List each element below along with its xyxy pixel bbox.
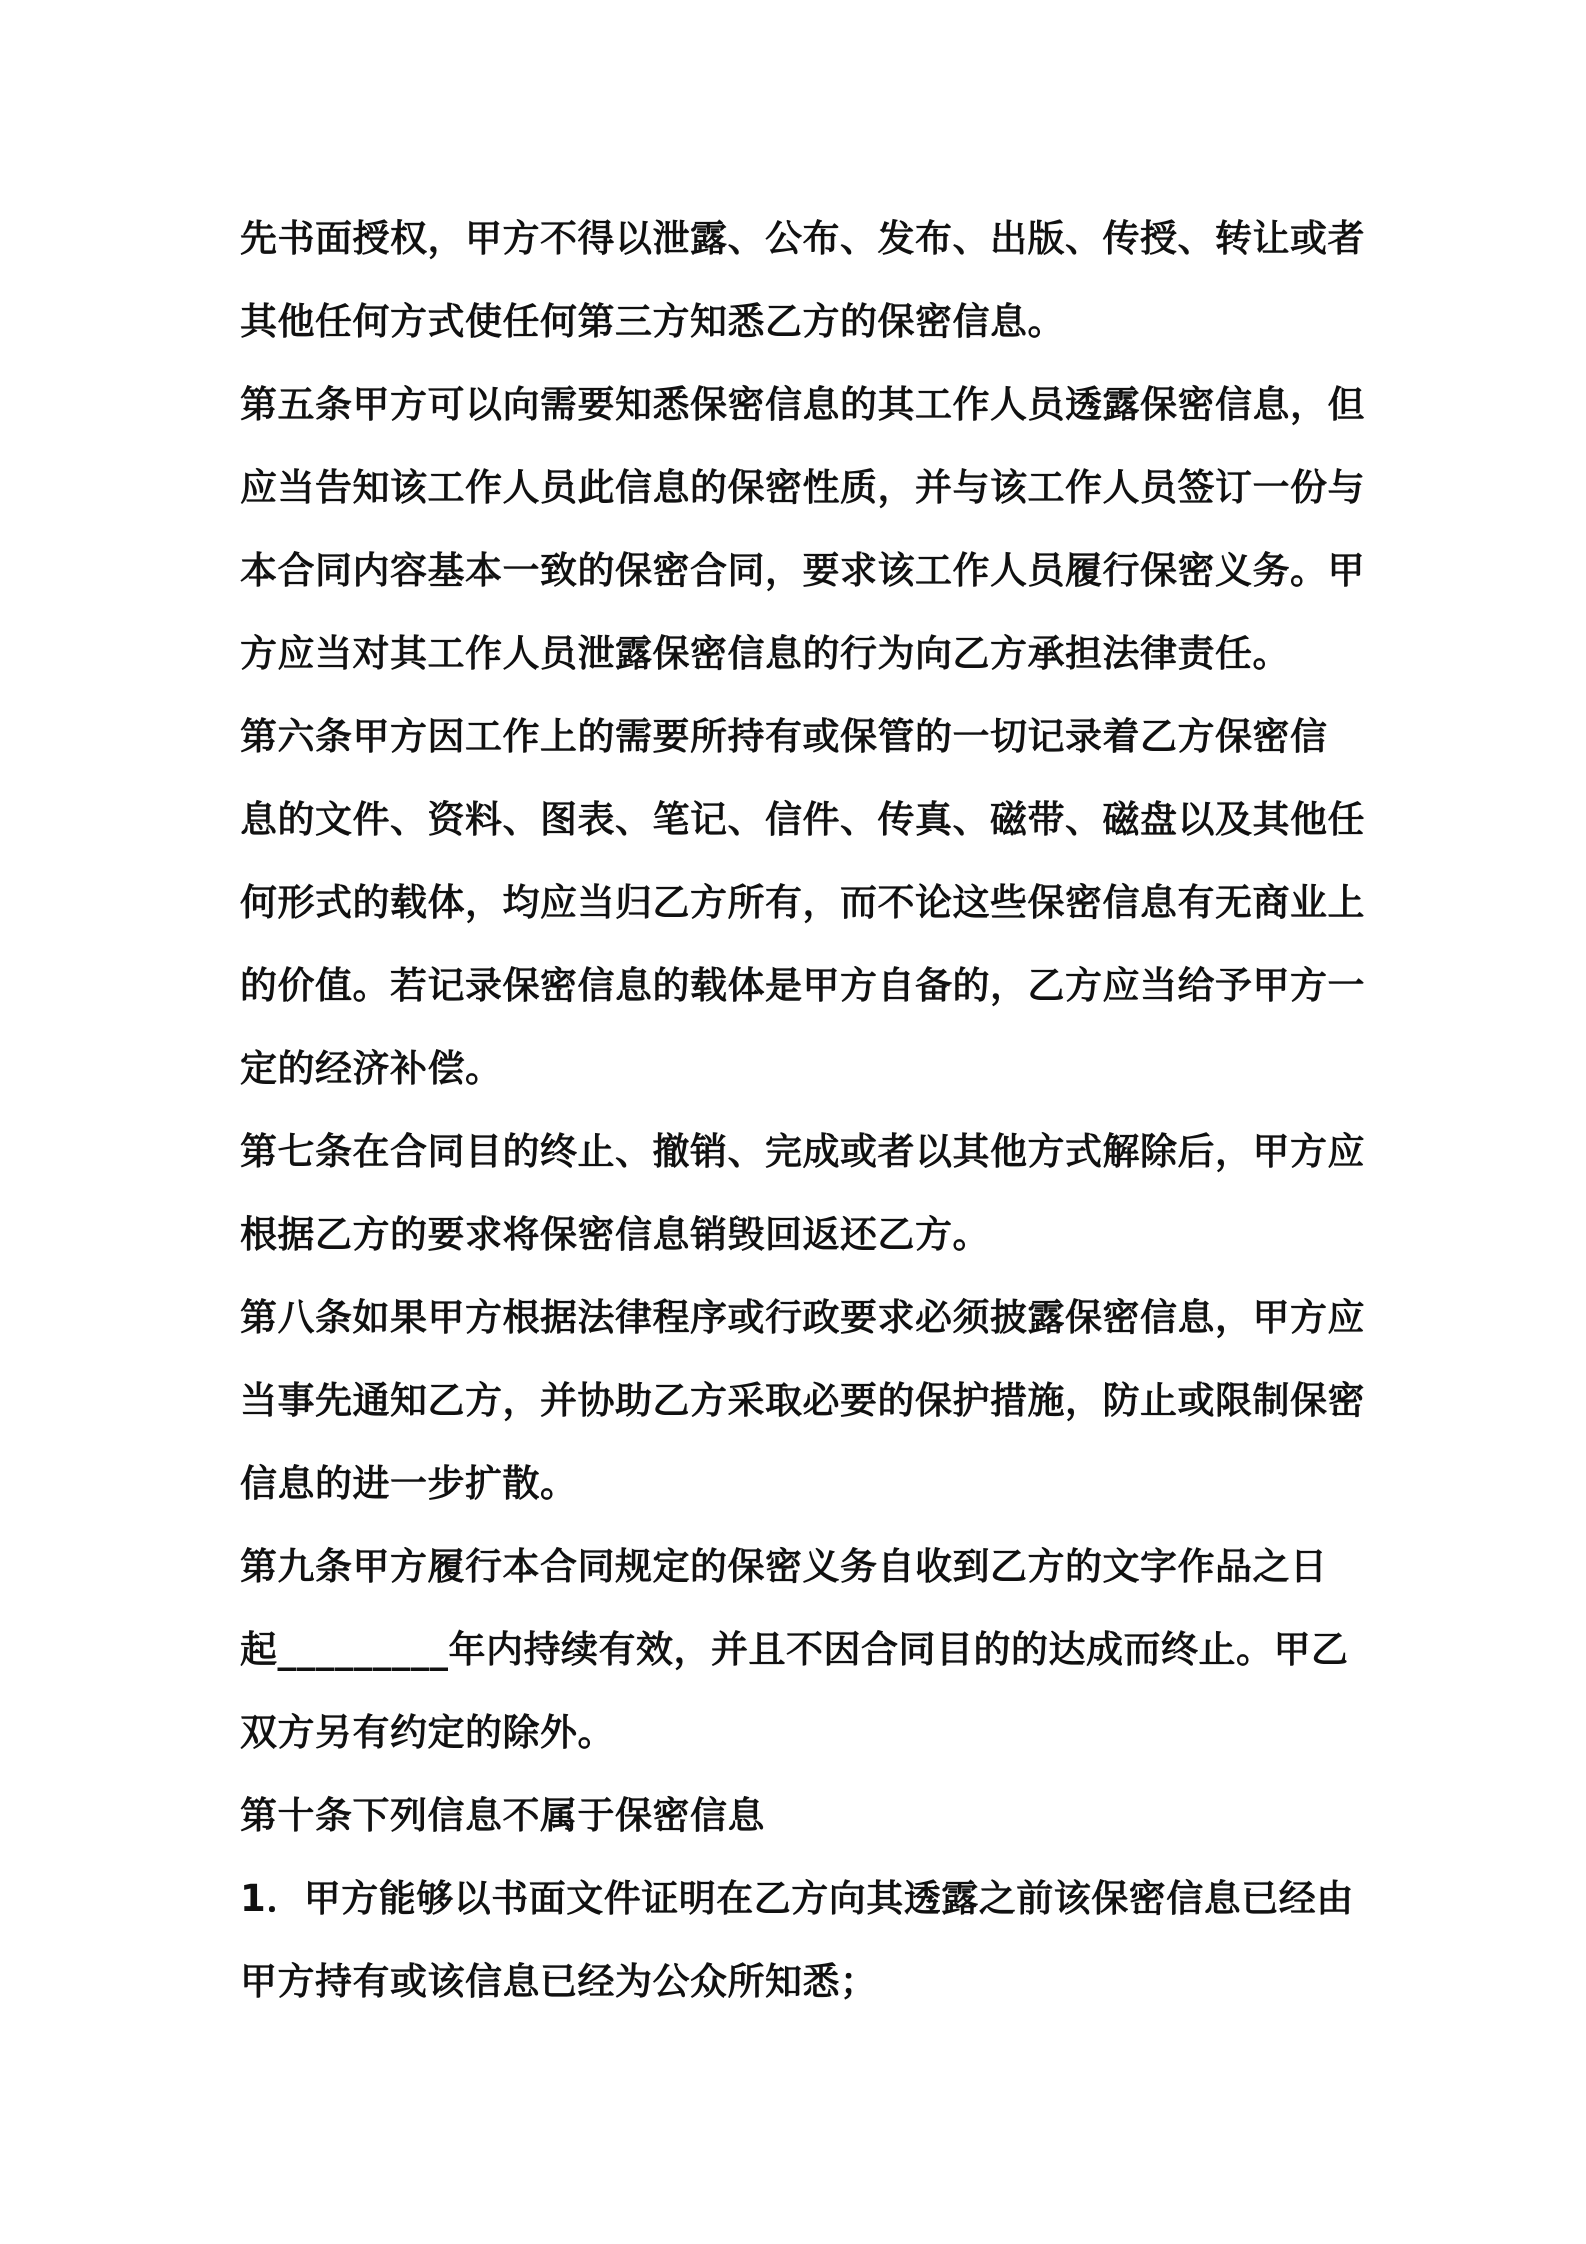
text-line: 其他任何方式使任何第三方知悉乙方的保密信息。 xyxy=(240,300,1065,343)
text-line: 根据乙方的要求将保密信息销毁回返还乙方。 xyxy=(240,1213,990,1256)
text-line: 定的经济补偿。 xyxy=(240,1047,503,1090)
text-line: 双方另有约定的除外。 xyxy=(240,1711,615,1754)
text-line: 第七条在合同目的终止、撤销、完成或者以其他方式解除后，甲方应 xyxy=(240,1130,1365,1173)
text-line: 第六条甲方因工作上的需要所持有或保管的一切记录着乙方保密信 xyxy=(240,715,1328,758)
text-line: 先书面授权，甲方不得以泄露、公布、发布、出版、传授、转让或者 xyxy=(240,217,1365,260)
text-line: 第五条甲方可以向需要知悉保密信息的其工作人员透露保密信息，但 xyxy=(240,383,1365,426)
text-line: 方应当对其工作人员泄露保密信息的行为向乙方承担法律责任。 xyxy=(240,632,1290,675)
text-line: 信息的进一步扩散。 xyxy=(240,1462,578,1505)
text-line: 甲方持有或该信息已经为公众所知悉； xyxy=(240,1960,878,2003)
text-line: 应当告知该工作人员此信息的保密性质，并与该工作人员签订一份与 xyxy=(240,466,1365,509)
text-line: 第十条下列信息不属于保密信息 xyxy=(240,1794,765,1837)
text-line: 何形式的载体，均应当归乙方所有，而不论这些保密信息有无商业上 xyxy=(240,881,1365,924)
text-line: 第九条甲方履行本合同规定的保密义务自收到乙方的文字作品之日 xyxy=(240,1545,1328,1588)
text-line: 第八条如果甲方根据法律程序或行政要求必须披露保密信息，甲方应 xyxy=(240,1296,1365,1339)
text-line: 息的文件、资料、图表、笔记、信件、传真、磁带、磁盘以及其他任 xyxy=(240,798,1365,841)
text-line: 当事先通知乙方，并协助乙方采取必要的保护措施，防止或限制保密 xyxy=(240,1379,1365,1422)
text-line: 本合同内容基本一致的保密合同，要求该工作人员履行保密义务。甲 xyxy=(240,549,1365,592)
text-line: 1．甲方能够以书面文件证明在乙方向其透露之前该保密信息已经由 xyxy=(240,1877,1354,1920)
text-line: 的价值。若记录保密信息的载体是甲方自备的，乙方应当给予甲方一 xyxy=(240,964,1365,1007)
text-line: 起_________年内持续有效，并且不因合同目的的达成而终止。甲乙 xyxy=(240,1628,1349,1671)
document-body xyxy=(240,197,1365,2023)
